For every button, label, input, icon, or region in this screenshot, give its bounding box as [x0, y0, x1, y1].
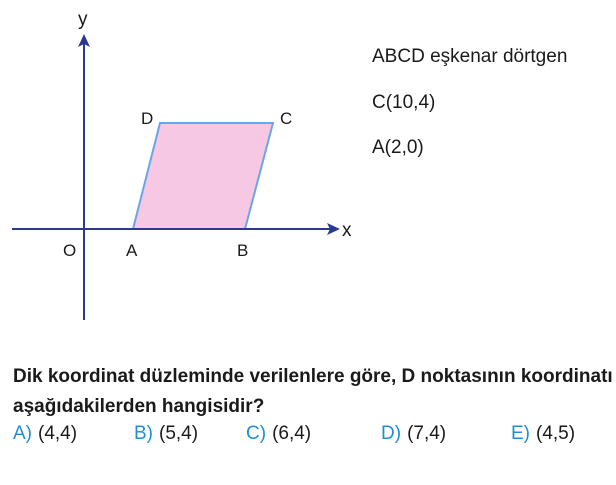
choice-e-value: (4,5)	[536, 423, 576, 444]
choice-a-value: (4,4)	[38, 423, 78, 444]
choice-a[interactable]	[13, 423, 77, 445]
choice-e-letter: E)	[511, 423, 530, 444]
question-text: Dik koordinat düzleminde verilenlere göre, D noktasının koordinatı aşağıdakilerden hangisidir?	[13, 366, 613, 417]
given-point-a: A(2,0)	[372, 137, 424, 158]
rhombus-abcd	[133, 123, 273, 229]
choice-d-value: (7,4)	[407, 423, 447, 444]
choice-a-letter: A)	[13, 423, 32, 444]
y-axis-label: y	[78, 9, 88, 30]
point-b-label: B	[237, 241, 249, 260]
point-d-label: D	[141, 109, 154, 128]
x-axis-label: x	[342, 220, 352, 241]
given-point-c: C(10,4)	[372, 92, 436, 113]
choice-d[interactable]	[381, 423, 446, 445]
choice-c[interactable]	[246, 423, 311, 445]
point-c-label: C	[280, 109, 293, 128]
choice-b-value: (5,4)	[159, 423, 199, 444]
choice-b-letter: B)	[134, 423, 153, 444]
choice-b[interactable]	[134, 423, 198, 445]
choice-d-letter: D)	[381, 423, 402, 444]
choice-c-value: (6,4)	[272, 423, 312, 444]
choice-c-letter: C)	[246, 423, 267, 444]
point-a-label: A	[126, 241, 138, 260]
choice-e[interactable]	[511, 423, 575, 445]
origin-label: O	[63, 241, 77, 260]
given-shape: ABCD eşkenar dörtgen	[372, 46, 568, 67]
coordinate-figure	[0, 0, 380, 330]
